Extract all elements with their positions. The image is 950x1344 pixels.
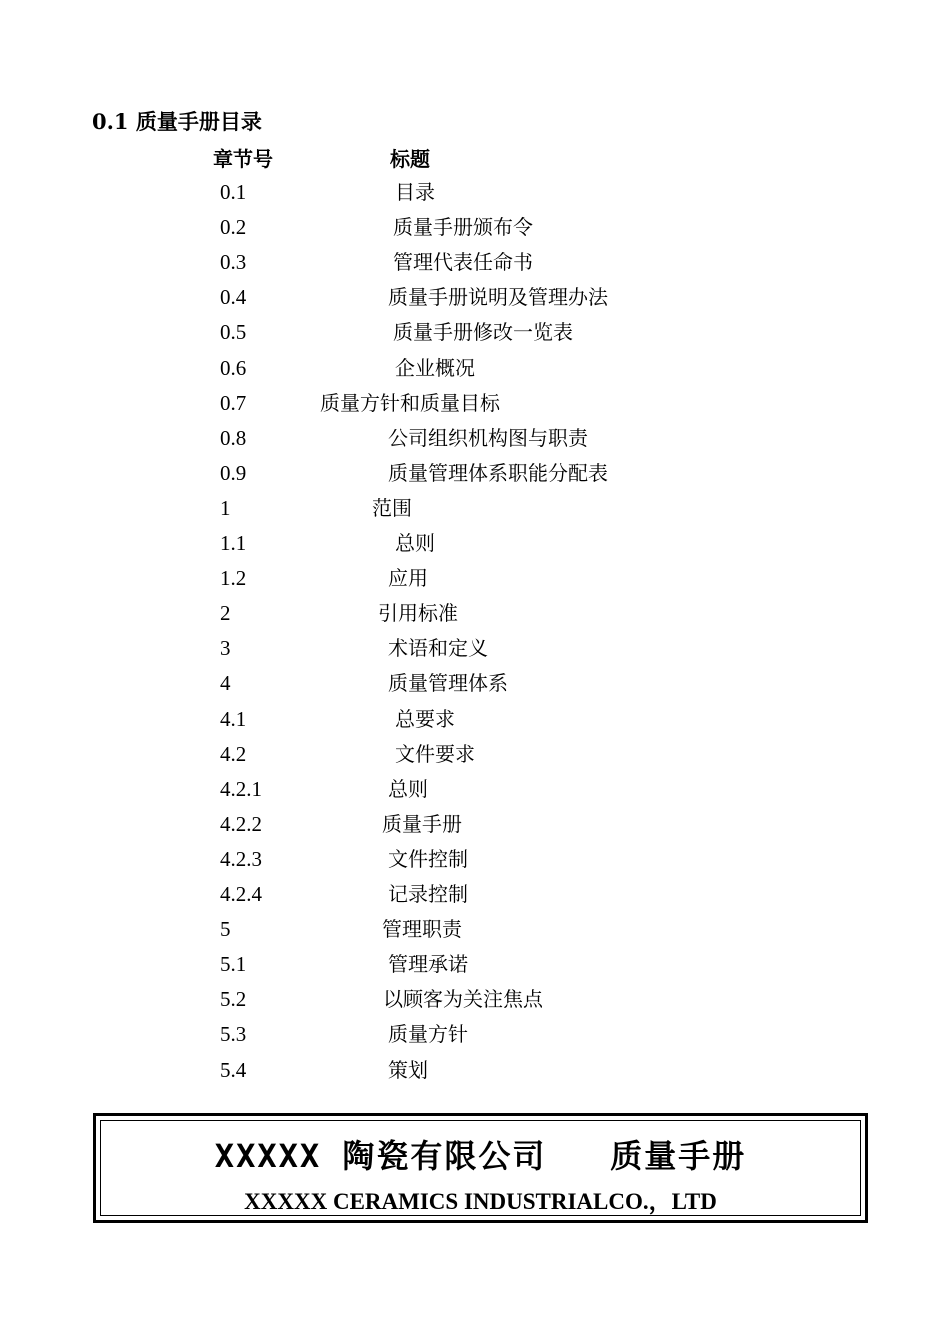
footer-banner (93, 1113, 868, 1223)
toc-row (0, 561, 950, 596)
toc-chapter-title: 总则 (395, 531, 435, 555)
toc-chapter-number: 1.2 (220, 566, 247, 591)
toc-chapter-number: 0.9 (220, 460, 247, 485)
toc-chapter-title: 管理职责 (382, 917, 462, 942)
toc-chapter-title: 质量方针 (388, 1022, 468, 1047)
toc-row (0, 526, 950, 561)
toc-chapter-title: 企业概况 (395, 355, 475, 380)
toc-chapter-title: 引用标准 (378, 601, 458, 626)
header-title: 标题 (390, 147, 430, 171)
toc-chapter-number: 5 (220, 917, 231, 942)
toc-row (0, 877, 950, 912)
footer-inner-border (100, 1120, 861, 1216)
toc-chapter-number: 0.2 (220, 215, 247, 240)
toc-chapter-number: 0.4 (220, 285, 247, 310)
toc-chapter-title: 质量手册 (382, 811, 462, 836)
toc-chapter-number: 4.2.4 (220, 882, 262, 906)
toc-row (0, 210, 950, 245)
toc-row (0, 596, 950, 631)
toc-row (0, 175, 950, 210)
toc-chapter-title: 目录 (395, 180, 435, 204)
toc-chapter-number: 3 (220, 636, 231, 661)
toc-row (0, 807, 950, 842)
section-title: 0.1 质量手册目录 (92, 109, 262, 134)
toc-chapter-title: 质量手册颁布令 (393, 215, 533, 240)
header-chapter: 章节号 (213, 147, 273, 171)
toc-chapter-title: 质量手册修改一览表 (393, 320, 573, 345)
toc-chapter-title: 总则 (388, 776, 428, 801)
toc-row (0, 842, 950, 877)
toc-chapter-title: 质量管理体系职能分配表 (388, 460, 608, 485)
toc-chapter-title: 应用 (388, 566, 428, 591)
toc-row (0, 912, 950, 947)
toc-row (0, 456, 950, 491)
toc-chapter-number: 0.8 (220, 425, 247, 450)
toc-chapter-title: 公司组织机构图与职责 (388, 425, 588, 450)
toc-chapter-title: 以顾客为关注焦点 (383, 987, 543, 1012)
toc-chapter-number: 4.2.2 (220, 811, 262, 836)
toc-chapter-title: 记录控制 (388, 882, 468, 906)
toc-chapter-title: 质量手册说明及管理办法 (388, 285, 608, 310)
toc-chapter-number: 4 (220, 671, 231, 696)
toc-chapter-title: 术语和定义 (388, 636, 488, 661)
toc-chapter-number: 0.6 (220, 355, 247, 380)
toc-chapter-number: 1.1 (220, 531, 247, 555)
toc-row (0, 351, 950, 386)
footer-company-cn: XXXXX 陶瓷有限公司 质量手册 (214, 1137, 747, 1175)
toc-row (0, 631, 950, 666)
toc-row (0, 245, 950, 280)
toc-chapter-title: 策划 (388, 1057, 428, 1082)
toc-chapter-number: 5.3 (220, 1022, 247, 1047)
toc-chapter-number: 1 (220, 495, 231, 520)
toc-chapter-title: 管理代表任命书 (393, 250, 533, 275)
toc-chapter-title: 范围 (372, 495, 412, 520)
toc-row (0, 666, 950, 701)
toc-row (0, 280, 950, 315)
toc-chapter-number: 0.1 (220, 180, 247, 204)
toc-chapter-number: 5.4 (220, 1057, 247, 1082)
toc-chapter-number: 0.5 (220, 320, 247, 345)
toc-row (0, 386, 950, 421)
toc-chapter-number: 5.2 (220, 987, 247, 1012)
toc-row (0, 1017, 950, 1052)
toc-chapter-number: 4.2.3 (220, 846, 262, 871)
toc-chapter-title: 管理承诺 (388, 952, 468, 977)
toc-chapter-title: 文件控制 (388, 846, 468, 871)
toc-chapter-number: 0.7 (220, 390, 247, 415)
toc-row (0, 315, 950, 350)
toc-chapter-number: 4.1 (220, 706, 247, 731)
toc-row (0, 772, 950, 807)
toc-row (0, 982, 950, 1017)
toc-chapter-number: 4.2.1 (220, 776, 262, 801)
toc-chapter-number: 5.1 (220, 952, 247, 977)
toc-chapter-title: 文件要求 (395, 741, 475, 766)
toc-row (0, 1053, 950, 1088)
toc-row (0, 737, 950, 772)
toc-row (0, 491, 950, 526)
toc-chapter-title: 质量方针和质量目标 (320, 390, 500, 415)
toc-chapter-number: 2 (220, 601, 231, 626)
toc-chapter-number: 0.3 (220, 250, 247, 275)
toc-chapter-title: 总要求 (395, 706, 455, 731)
toc-chapter-number: 4.2 (220, 741, 247, 766)
toc-row (0, 702, 950, 737)
toc-row (0, 421, 950, 456)
footer-company-en: XXXXX CERAMICS INDUSTRIALCO.，LTD (244, 1189, 717, 1214)
toc-row (0, 947, 950, 982)
toc-chapter-title: 质量管理体系 (388, 671, 508, 696)
